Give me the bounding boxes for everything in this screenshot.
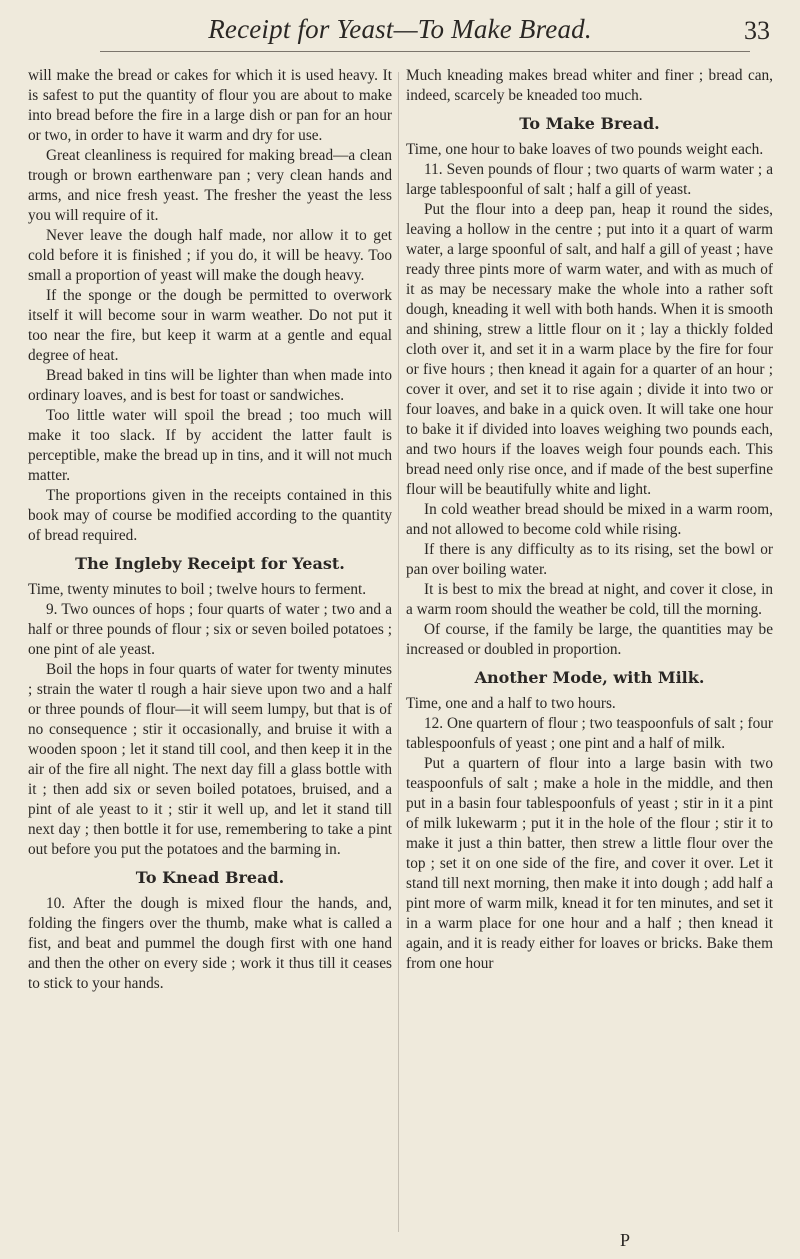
paragraph: Never leave the dough half made, nor allow it to get cold before it is finished ; if you do, it will be heavy. Too small a proportion of yeast will make the dough heavy. [28, 227, 392, 284]
paragraph: will make the bread or cakes for which it is used heavy. It is safest to put the quantity of flour you are about to make into bread before the fire in a large dish or pan for an hour or two, in order to have it warm and dry for use. [28, 67, 392, 144]
column-divider [398, 72, 399, 1232]
paragraph: Boil the hops in four quarts of water for twenty minutes ; strain the water tl rough a hair sieve upon two and a half or three pounds of flour—it will seem lumpy, but that is of no consequence ; stir it occasionally, and bruise it with a wooden spoon ; let it stand till cool, and then keep it in the air of the fire all night. The next day fill a glass bottle with it ; then add six or seven boiled potatoes, bruised, and a pint of ale yeast to it ; stir it well up, and let it stand till next day ; then bottle it for use, remembering to take a pint out before you put the potatoes and the barming in. [28, 661, 392, 858]
paragraph: Put a quartern of flour into a large basin with two teaspoonfuls of salt ; make a hole in the middle, and then put in a basin four tablespoonfuls of yeast ; stir in it a pint of milk lukewarm ; put it in the hole of the flour ; stir it to make it just a thin batter, then strew a little flour over the top ; set it on one side of the fire, and cover it over. Let it stand till next morning, then make it into dough ; add half a pint more of warm milk, knead it for ten minutes, and set it in a warm place for one hour and a half ; then knead it again, and it is ready either for loaves or bricks. Bake them from one hour [406, 755, 773, 972]
paragraph: Of course, if the family be large, the quantities may be increased or doubled in proportion. [406, 621, 773, 658]
time-note: Time, one and a half to two hours. [406, 695, 616, 712]
paragraph: 12. One quartern of flour ; two teaspoonfuls of salt ; four tablespoonfuls of yeast ; one pint and a half of milk. [406, 715, 773, 752]
paragraph: Put the flour into a deep pan, heap it round the sides, leaving a hollow in the centre ; put into it a quart of warm water, a large spoonful of salt, and half a gill of yeast ; have ready three pints more of warm water, and with as much of it as may be necessary make the whole into a rather soft dough, kneading it well with both hands. When it is smooth and shining, strew a little flour on it ; lay a thickly folded cloth over it, and set it in a warm place by the fire for four or five hours ; then knead it again for a quarter of an hour ; cover it over, and set it to rise again ; divide it into two or four loaves, and bake in a quick oven. It will take one hour to bake it if divided into loaves weighing two pounds each, and two hours if the loaves weigh four pounds each. This bread need only rise once, and if made of the best superfine flour will be beautifully white and light. [406, 201, 773, 498]
header-rule [100, 51, 750, 52]
left-column [28, 66, 392, 994]
page-number: 33 [744, 16, 770, 45]
running-title: Receipt for Yeast—To Make Bread. [208, 14, 592, 44]
paragraph: 10. After the dough is mixed flour the hands, and, folding the fingers over the thumb, make what is called a fist, and beat and pummel the dough first with one hand and then the other on every side ; work it thus till it ceases to stick to your hands. [28, 895, 392, 992]
signature-mark: P [620, 1230, 631, 1250]
paragraph: Great cleanliness is required for making bread—a clean trough or brown earthenware pan ; very clean hands and arms, and nice fresh yeast. The fresher the yeast the less you will require of it. [28, 147, 392, 224]
paragraph: 11. Seven pounds of flour ; two quarts of warm water ; a large tablespoonful of salt ; half a gill of yeast. [406, 161, 773, 198]
paragraph: The proportions given in the receipts contained in this book may of course be modified according to the quantity of bread required. [28, 487, 392, 544]
paragraph: It is best to mix the bread at night, and cover it close, in a warm room should the weather be cold, till the morning. [406, 581, 773, 618]
page-header [0, 0, 800, 60]
time-note: Time, twenty minutes to boil ; twelve hours to ferment. [28, 581, 367, 598]
paragraph: 9. Two ounces of hops ; four quarts of water ; two and a half or three pounds of flour ; six or seven boiled potatoes ; one pint of ale yeast. [28, 601, 392, 658]
paragraph: If the sponge or the dough be permitted to overwork itself it will become sour in warm weather. Do not put it too near the fire, but keep it warm at a gentle and equal degree of heat. [28, 287, 392, 364]
section-heading: To Make Bread. [519, 114, 660, 133]
time-note: Time, one hour to bake loaves of two pounds weight each. [406, 141, 764, 158]
section-heading: The Ingleby Receipt for Yeast. [75, 554, 345, 573]
section-heading: To Knead Bread. [135, 868, 285, 887]
section-heading: Another Mode, with Milk. [474, 668, 705, 687]
right-column [406, 66, 773, 974]
paragraph: In cold weather bread should be mixed in a warm room, and not allowed to become cold while rising. [406, 501, 773, 538]
paragraph: Much kneading makes bread whiter and finer ; bread can, indeed, scarcely be kneaded too much. [406, 67, 773, 104]
paragraph: Too little water will spoil the bread ; too much will make it too slack. If by accident the latter fault is perceptible, make the bread up in tins, and it will not much matter. [28, 407, 392, 484]
paragraph: If there is any difficulty as to its rising, set the bowl or pan over boiling water. [406, 541, 773, 578]
paragraph: Bread baked in tins will be lighter than when made into ordinary loaves, and is best for toast or sandwiches. [28, 367, 392, 404]
